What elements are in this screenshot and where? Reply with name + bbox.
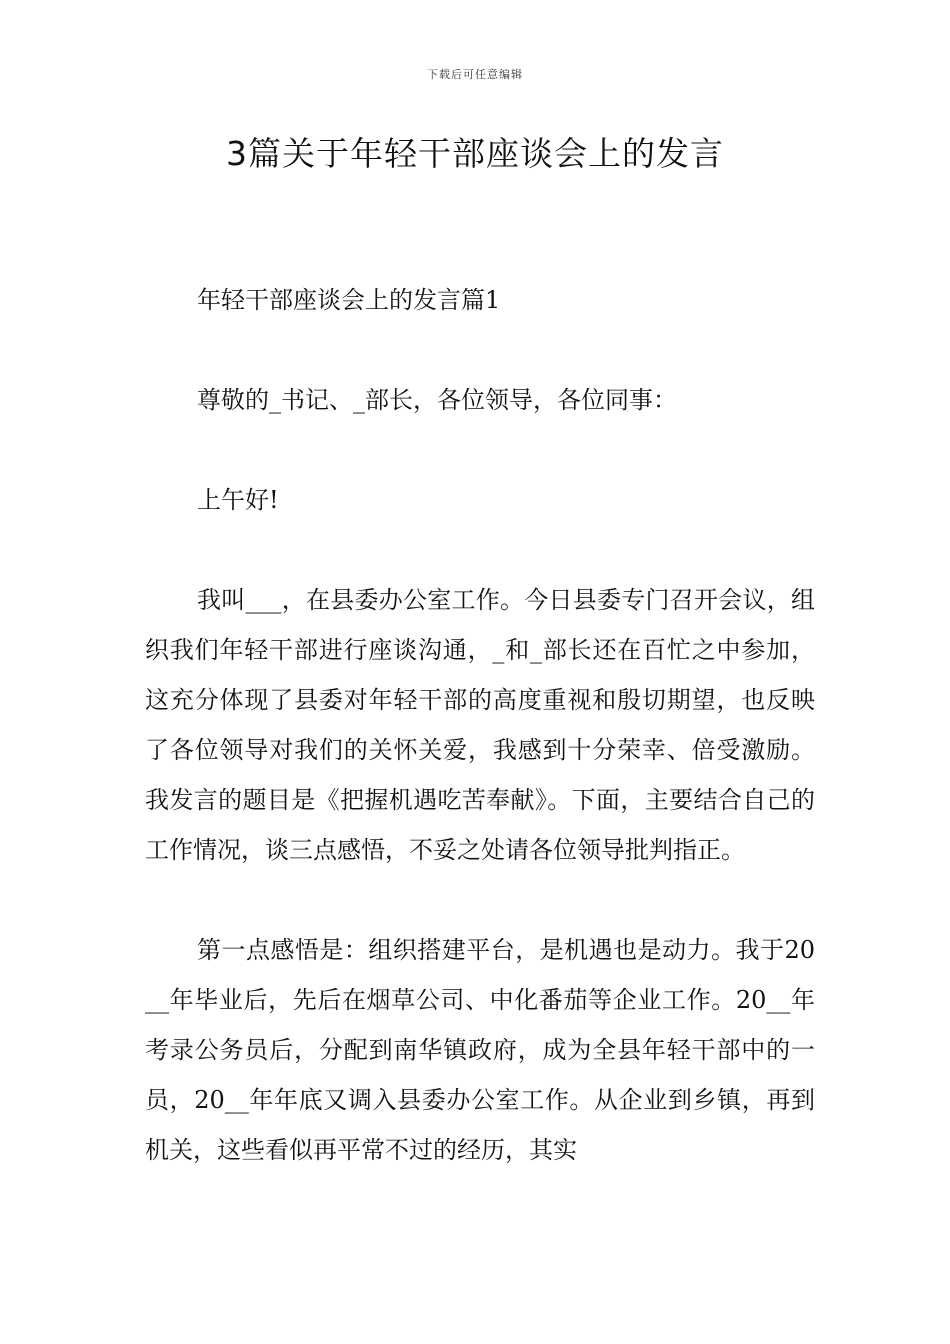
section-heading: 年轻干部座谈会上的发言篇1 — [197, 286, 501, 314]
document-title: 3篇关于年轻干部座谈会上的发言 — [226, 134, 724, 173]
greeting: 上午好! — [197, 486, 279, 514]
document-body — [145, 275, 815, 1225]
salutation: 尊敬的_书记、_部长，各位领导，各位同事： — [197, 386, 677, 414]
page-header-note: 下载后可任意编辑 — [427, 68, 523, 81]
body-paragraph: 我叫___，在县委办公室工作。今日县委专门召开会议，组织我们年轻干部进行座谈沟通，_和_部长还在百忙之中参加，这充分体现了县委对年轻干部的高度重视和殷切期望，也反映了各位领导对我们的关怀关爱，我感到十分荣幸、倍受激励。我发言的题目是《把握机遇吃苦奉献》。下面，主要结合自己的工作情况，谈三点感悟，不妥之处请各位领导批判指正。 — [145, 586, 815, 864]
body-paragraph: 第一点感悟是：组织搭建平台，是机遇也是动力。我于20__年毕业后，先后在烟草公司、中化番茄等企业工作。20__年考录公务员后，分配到南华镇政府，成为全县年轻干部中的一员，20__年年底又调入县委办公室工作。从企业到乡镇，再到机关，这些看似再平常不过的经历，其实 — [145, 936, 815, 1164]
